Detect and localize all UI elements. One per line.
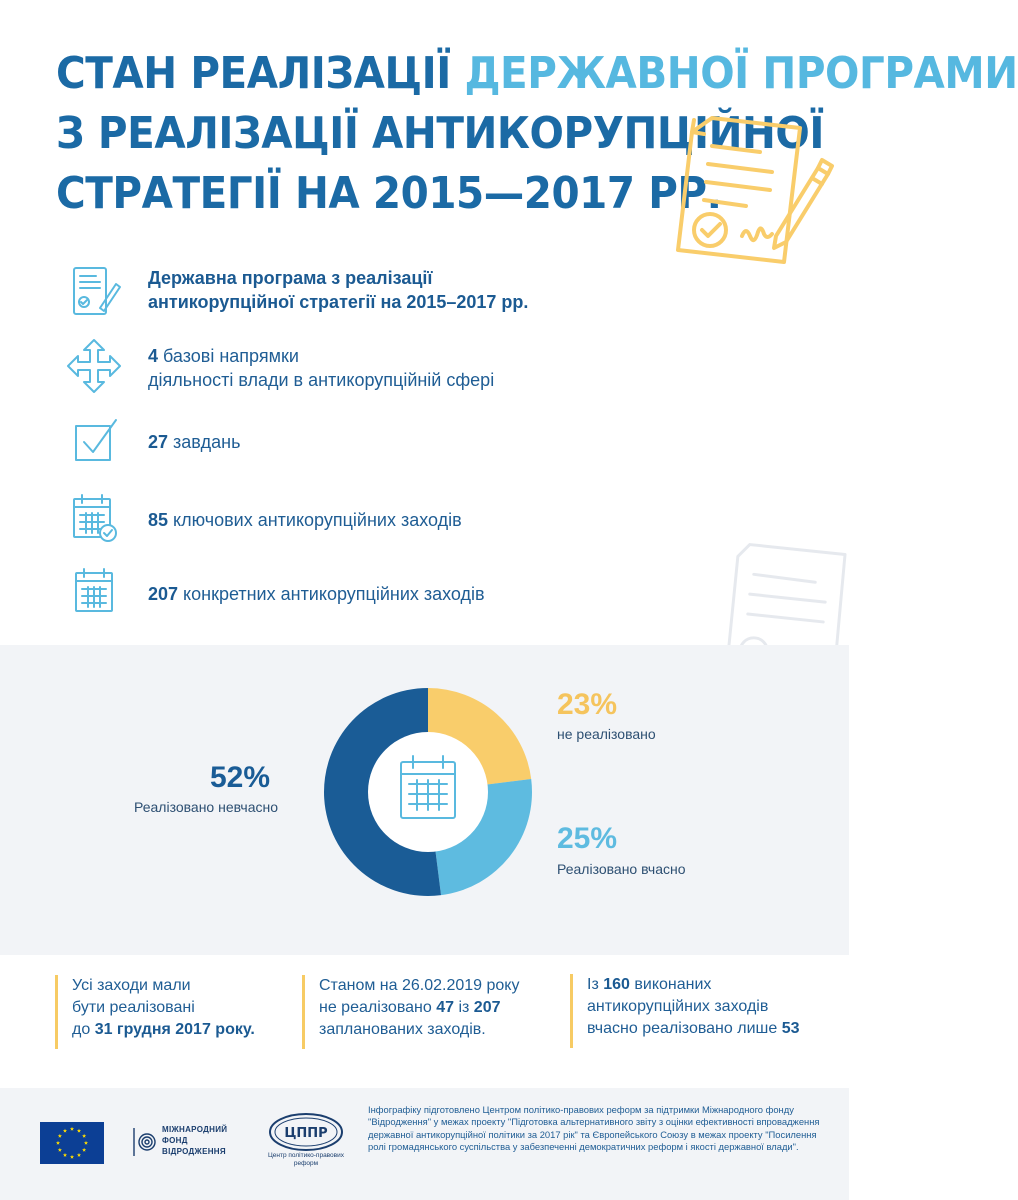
page-title [56,44,1018,224]
on-time-label: Реалізовано вчасно [557,861,686,877]
fact-concrete-measures [62,563,485,623]
planned-count: 207 [473,999,501,1016]
completed-count: 160 [603,976,630,993]
eu-star [82,1148,86,1152]
eu-star [77,1129,81,1133]
eu-star [63,1129,67,1133]
tasks-count: 27 [148,432,169,452]
directions-text-2: діяльності влади в антикорупційній сфері [148,370,495,390]
note-text: не реалізовано [319,999,437,1016]
fact-directions [62,336,495,396]
eu-stars-icon [40,1122,104,1164]
cppr-emblem-icon [266,1112,346,1152]
not-implemented-percent: 23% [557,688,618,721]
title-part: СТАН РЕАЛІЗАЦІЇ [56,48,465,99]
program-title-line2: антикорупційної стратегії на 2015–2017 рр. [148,292,529,312]
credits-text: Інфографіку підготовлено Центром політико-правових реформ за підтримки Міжнародного фонду "Відродження" у межах проекту "Підготовка альтернативного звіту з оцінки ефективності впровадження державної антикорупційної політики за 2017 рік" та Європейського Союзу в межах проекту "Посилення ролі громадянського суспільства у забезпеченні демократичних реформ і якості державної влади". [368,1104,820,1153]
irf-logo [132,1124,242,1164]
irf-name: МІЖНАРОДНИЙ [162,1125,228,1134]
note-text: виконаних [629,976,712,993]
eu-star [82,1134,86,1138]
cppr-logo [266,1112,346,1174]
eu-star [70,1155,74,1159]
tasks-text: завдань [168,432,241,452]
eu-flag-logo [40,1122,104,1164]
cppr-mark-text: ЦППР [284,1126,328,1141]
concrete-measures-text: конкретних антикорупційних заходів [178,584,485,604]
irf-name: ФОНД [162,1136,188,1145]
note-completed [570,974,830,1048]
key-measures-text: ключових антикорупційних заходів [168,510,462,530]
note-deadline [55,975,285,1049]
note-text: бути реалізовані [72,999,195,1016]
irf-name: ВІДРОДЖЕННЯ [162,1147,226,1156]
donut-chart [318,682,538,902]
not-implemented-label: не реалізовано [557,726,656,742]
note-status [302,975,552,1049]
eu-star [58,1134,62,1138]
program-title-line1: Державна програма з реалізації [148,268,433,288]
title-accent: ДЕРЖАВНОЇ ПРОГРАМИ [464,48,1018,99]
late-label: Реалізовано невчасно [134,799,279,815]
on-time-count: 53 [781,1020,800,1037]
irf-mark-icon [132,1126,156,1158]
fact-tasks [62,410,241,470]
note-text: до [72,1021,95,1038]
eu-star [84,1141,88,1145]
directions-text: базові напрямки [158,346,299,366]
fact-program [62,262,529,322]
eu-star [56,1141,60,1145]
cppr-name: Центр політико-правових [267,1152,345,1159]
fact-key-measures [62,489,462,549]
note-text: Станом на 26.02.2019 року [319,977,520,994]
key-measures-count: 85 [148,510,169,530]
checkbox-icon [66,412,122,468]
note-text: запланованих заходів. [319,1021,486,1038]
calendar-icon [66,565,122,621]
eu-star [77,1153,81,1157]
not-implemented-count: 47 [436,999,455,1016]
note-text: Усі заходи мали [72,977,191,994]
document-pen-icon [66,264,122,320]
note-deadline-date: 31 грудня 2017 року. [94,1021,255,1038]
concrete-measures-count: 207 [148,584,179,604]
cppr-name: реформ [293,1160,319,1167]
late-percent: 52% [210,761,271,794]
eu-star [58,1148,62,1152]
footer [0,1088,849,1200]
eu-star [70,1127,74,1131]
calendar-check-icon [66,491,122,547]
note-text: антикорупційних заходів [587,998,769,1015]
note-text: Із [587,976,604,993]
note-text: із [454,999,474,1016]
eu-star [63,1153,67,1157]
directions-count: 4 [148,346,159,366]
title-line-3: СТРАТЕГІЇ НА 2015—2017 РР. [56,168,722,219]
note-text: вчасно реалізовано лише [587,1020,782,1037]
on-time-percent: 25% [557,822,618,855]
signed-document-icon [672,112,832,272]
title-line-2: З РЕАЛІЗАЦІЇ АНТИКОРУПЦІЙНОЇ [56,108,824,159]
four-arrows-icon [66,338,122,394]
